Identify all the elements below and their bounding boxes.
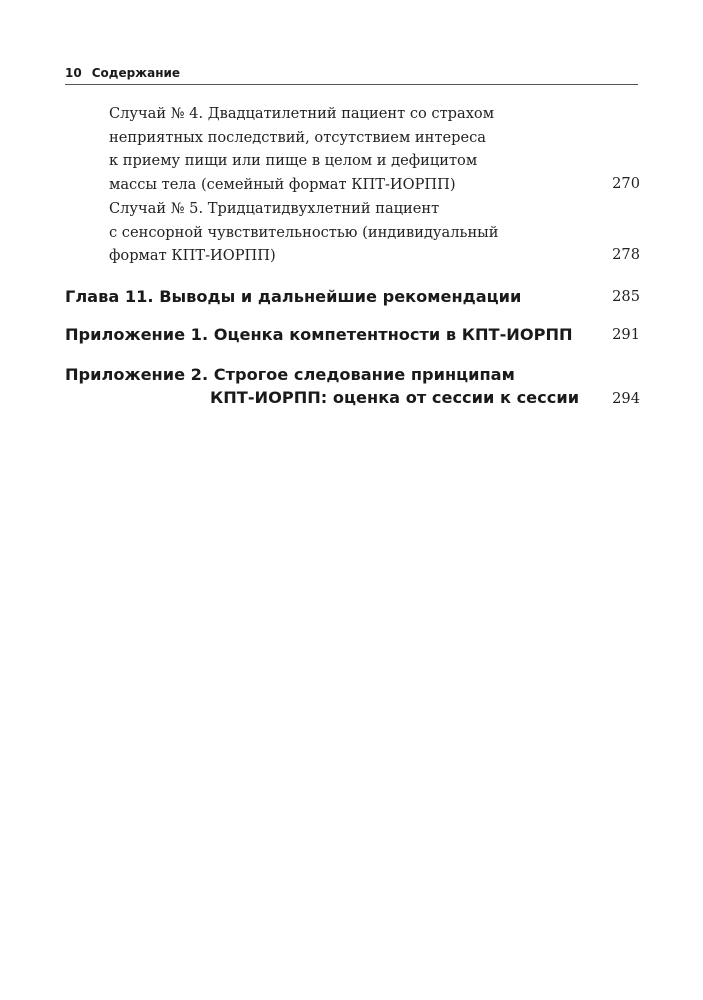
toc-entry-line: неприятных последствий, отсутствием интереса (109, 128, 486, 146)
toc-entry-text (65, 285, 595, 308)
header-page-number: 10 (65, 66, 82, 80)
toc-entry-text (65, 363, 595, 409)
toc-entry-line: КПТ-ИОРПП: оценка от сессии к сессии (210, 388, 580, 407)
toc-page-number: 291 (612, 326, 640, 343)
running-header (65, 64, 638, 85)
toc-entry-line: к приему пищи или пище в целом и дефицитом (109, 152, 478, 169)
toc-entry-line: Приложение 2. Строгое следование принципам (65, 365, 515, 384)
toc-entry-text (109, 197, 589, 268)
toc-entry-line: формат КПТ-ИОРПП) (109, 247, 276, 264)
toc-page-number: 278 (612, 246, 640, 263)
toc-entry-text (109, 102, 589, 196)
toc-page-number: 270 (612, 175, 640, 192)
toc-entry-line: массы тела (семейный формат КПТ-ИОРПП) (109, 175, 456, 193)
toc-page-number: 285 (612, 288, 640, 305)
toc-entry-line: Приложение 1. Оценка компетентности в КПТ-ИОРПП (65, 325, 573, 344)
toc-entry-line: Случай № 4. Двадцатилетний пациент со страхом (109, 105, 495, 122)
toc-entry-line: Глава 11. Выводы и дальнейшие рекомендации (65, 287, 522, 306)
toc-entry-text (65, 323, 595, 346)
toc-entry-line: с сенсорной чувствительностью (индивидуальный (109, 223, 499, 241)
header-title: Содержание (91, 66, 181, 80)
toc-entry-line: Случай № 5. Тридцатидвухлетний пациент (109, 200, 440, 217)
toc-page-number: 294 (612, 390, 640, 407)
